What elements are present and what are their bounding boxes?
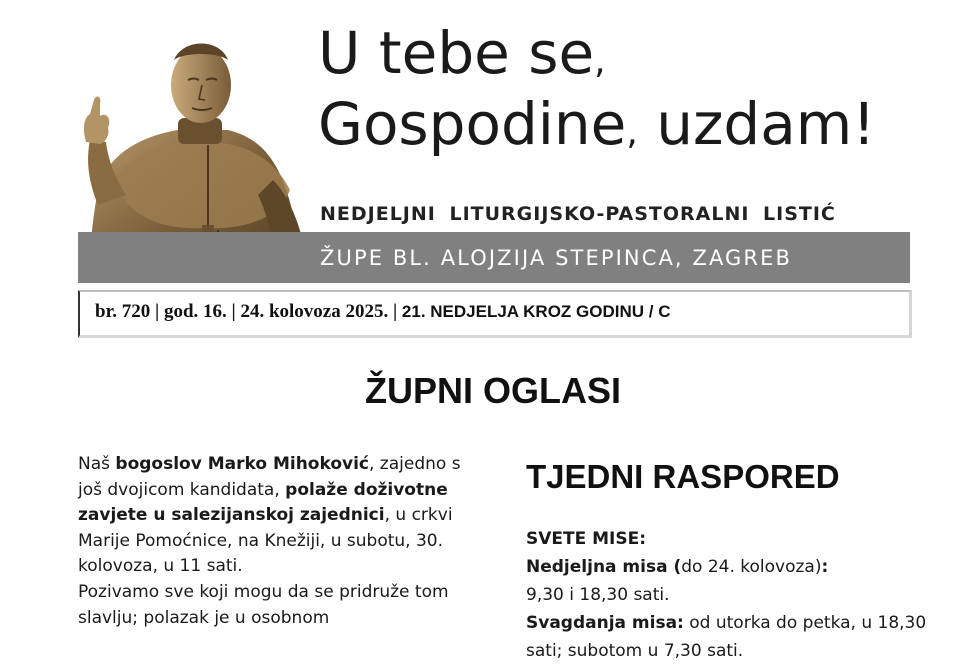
masthead-title: U tebe se, Gospodine, uzdam! bbox=[318, 19, 876, 158]
weekday-mass-times: od utorka do petka, u 18,30 sati; subotom u 7,30 sati. bbox=[526, 613, 927, 661]
weekly-schedule-title: TJEDNI RASPORED bbox=[526, 458, 840, 495]
sunday-mass-times: 9,30 i 18,30 sati. bbox=[526, 585, 670, 605]
section-title: ŽUPNI OGLASI bbox=[364, 370, 621, 411]
vows-highlight: polaže doživotne zavjete u salezijanskoj zajednici bbox=[78, 479, 448, 526]
parish-name: ŽUPE BL. ALOJZIJA STEPINCA, ZAGREB bbox=[320, 246, 792, 270]
announcement-text: Naš bogoslov Marko Mihoković, zajedno s još dvojicom kandidata, polaže doživotne zavjete u salezijanskoj zajednici, u crkvi Marije Pomoćnice, na Knežiji, u subotu, 30. kolovoza, u 11 sati. Pozivamo sve koji mogu da se pridruže tom slavlju; polazak je u osobnom bbox=[78, 454, 461, 628]
issue-info-box bbox=[78, 290, 912, 338]
bulletin-subtitle: NEDJELJNI LITURGIJSKO-PASTORALNI LISTIĆ bbox=[320, 203, 836, 225]
issue-numbers: br. 720 | god. 16. | 24. kolovoza 2025. | bbox=[95, 301, 402, 322]
invitation-text: Pozivamo sve koji mogu da se pridruže tom slavlju; polazak je u osobnom bbox=[78, 581, 449, 628]
liturgical-sunday: 21. NEDJELJA KROZ GODINU / C bbox=[401, 302, 671, 321]
masses-heading: SVETE MISE: bbox=[526, 529, 647, 549]
sunday-mass-label: Nedjeljna misa ( bbox=[526, 557, 682, 577]
seminarian-name: bogoslov Marko Mihoković bbox=[115, 454, 369, 474]
weekday-mass-label: Svagdanja misa: bbox=[526, 613, 684, 633]
issue-info bbox=[95, 301, 671, 323]
weekly-schedule: SVETE MISE: Nedjeljna misa (do 24. kolovoza): 9,30 i 18,30 sati. Svagdanja misa: od utorka do petka, u 18,30 sati; subotom u 7,30 sati. bbox=[526, 529, 927, 661]
